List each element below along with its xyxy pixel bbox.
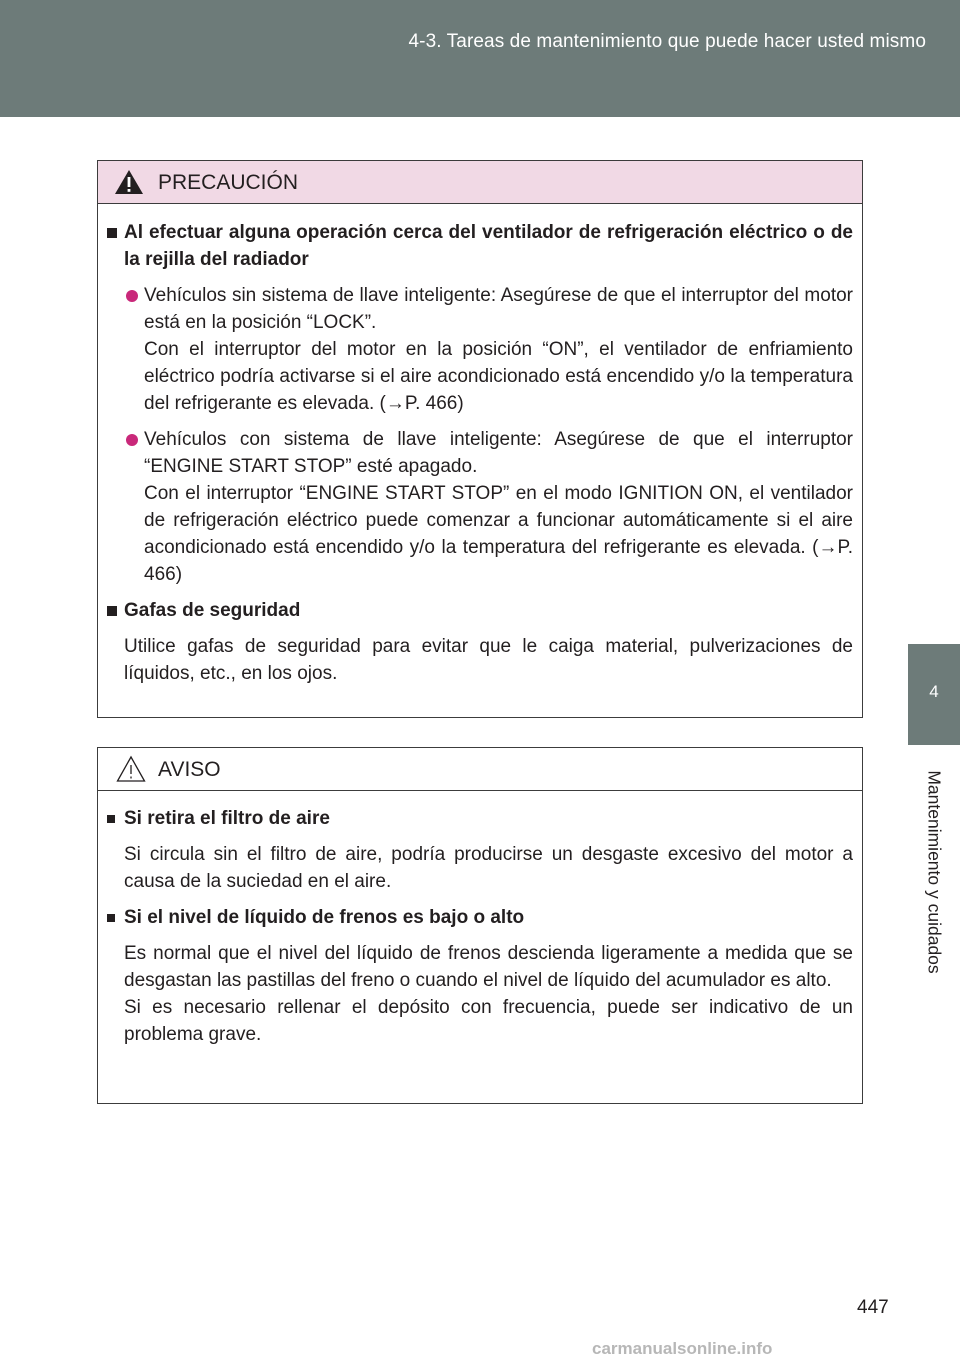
bullet-text: Vehículos sin sistema de llave inteligente: Asegúrese de que el interruptor del motor está en la posición “LOCK”. [144, 285, 853, 333]
notice-title: AVISO [158, 758, 221, 781]
warning-triangle-outline-icon [116, 755, 146, 788]
bullet-text: Con el interruptor del motor en la posición “ON”, el ventilador de enfriamiento eléctrico podría activarse si el aire acondicionado está encendido y/o la temperatura del refrigerante es elevada. (→P. 466) [144, 339, 853, 414]
square-bullet-icon [107, 815, 115, 823]
circle-bullet-icon [126, 290, 138, 302]
section-heading [107, 597, 853, 624]
chapter-tab [908, 644, 960, 745]
notice-body [98, 791, 862, 1048]
section-heading-text: Al efectuar alguna operación cerca del ventilador de refrigeración eléctrico o de la rejilla del radiador [124, 222, 853, 270]
square-bullet-icon [107, 914, 115, 922]
bullet-text: Con el interruptor “ENGINE START STOP” en el modo IGNITION ON, el ventilador de refrigeración eléctrico puede comenzar a funcionar automáticamente si el aire acondicionado está encendido y/o la temperatura del refrigerante es elevada. (→P. 466) [144, 483, 853, 585]
list-item [107, 282, 853, 417]
section-heading [107, 904, 853, 931]
square-bullet-icon [107, 606, 117, 616]
caution-header [98, 161, 862, 204]
bullet-text: Vehículos con sistema de llave inteligente: Asegúrese de que el interruptor “ENGINE START STOP” esté apagado. [144, 429, 853, 477]
section-heading [107, 219, 853, 273]
page-number: 447 [857, 1297, 889, 1318]
notice-box [97, 747, 863, 1104]
section-text: Si circula sin el filtro de aire, podría producirse un desgaste excesivo del motor a causa de la suciedad en el aire. [124, 844, 853, 892]
notice-header [98, 748, 862, 791]
section-text: Utilice gafas de seguridad para evitar que le caiga material, pulverizaciones de líquidos, etc., en los ojos. [124, 636, 853, 684]
warning-triangle-filled-icon [114, 169, 144, 200]
chapter-number: 4 [929, 682, 939, 701]
circle-bullet-icon [126, 434, 138, 446]
section-heading-text: Si el nivel de líquido de frenos es bajo o alto [124, 907, 525, 928]
section-text: Es normal que el nivel del líquido de frenos descienda ligeramente a medida que se desgastan las pastillas del freno o cuando el nivel de líquido del acumulador es alto. [124, 943, 853, 991]
chapter-label: Mantenimiento y cuidados [924, 770, 945, 974]
section-heading-text: Si retira el filtro de aire [124, 808, 330, 829]
section-heading [107, 805, 853, 832]
section-heading-text: Gafas de seguridad [124, 600, 301, 621]
section-title: 4-3. Tareas de mantenimiento que puede hacer usted mismo [408, 31, 926, 52]
caution-title: PRECAUCIÓN [158, 171, 299, 194]
caution-body [98, 204, 862, 687]
square-bullet-icon [107, 228, 117, 238]
section-text: Si es necesario rellenar el depósito con frecuencia, puede ser indicativo de un problema grave. [124, 997, 853, 1045]
page-header [0, 0, 960, 117]
list-item [107, 426, 853, 588]
caution-box [97, 160, 863, 718]
watermark: carmanualsonline.info [592, 1339, 773, 1358]
